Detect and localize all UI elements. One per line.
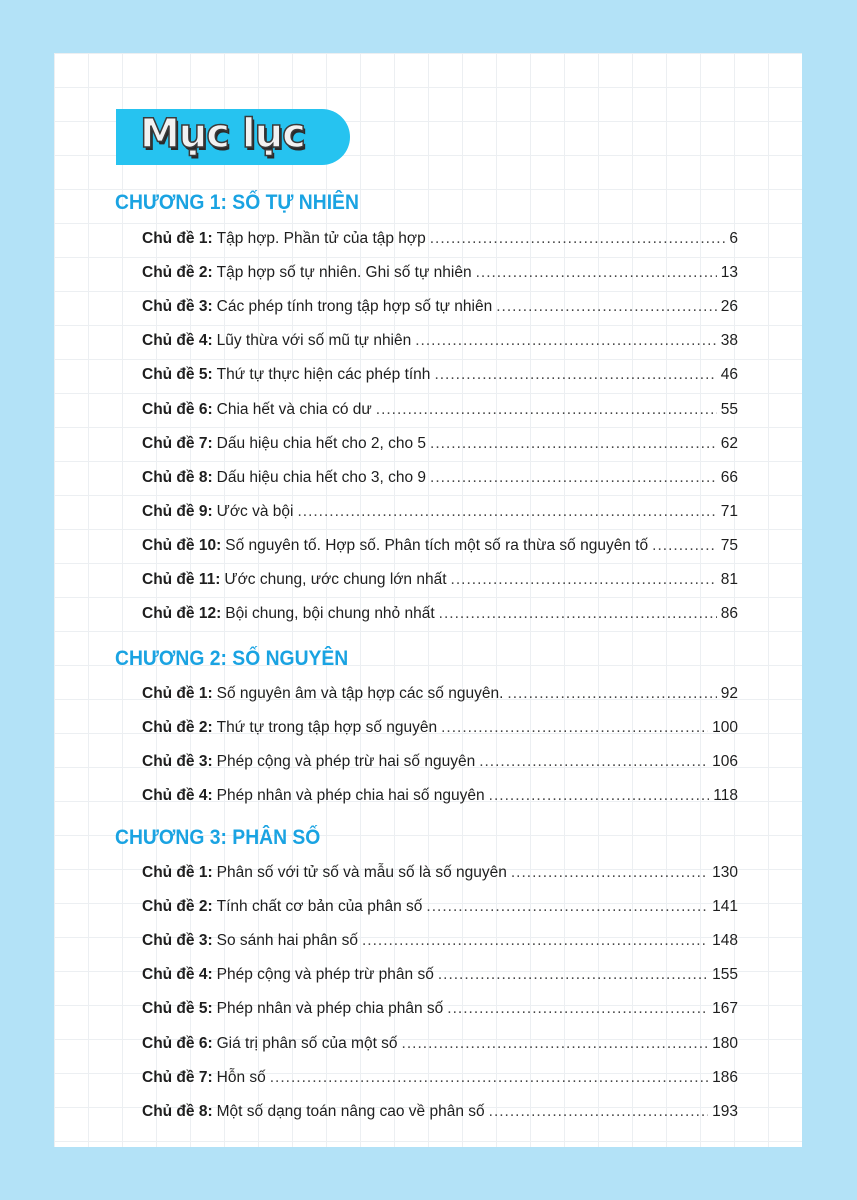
topic-title: So sánh hai phân số — [216, 932, 358, 950]
page-number: 148 — [712, 932, 738, 950]
topic-title: Chia hết và chia có dư — [216, 400, 372, 418]
dot-leader — [297, 503, 716, 521]
dot-leader — [496, 298, 717, 316]
topic-label: Chủ đề 6: — [142, 400, 213, 418]
topic-title: Phép cộng và phép trừ hai số nguyên — [216, 753, 476, 771]
topic-label: Chủ đề 2: — [142, 719, 213, 737]
toc-entry[interactable] — [142, 932, 738, 954]
topic-title: Phân số với tử số và mẫu số là số nguyên — [216, 864, 507, 881]
topic-label: Chủ đề 12: — [142, 605, 222, 623]
dot-leader — [430, 230, 726, 248]
topic-title: Hỗn số — [216, 1068, 266, 1086]
page-number: 71 — [720, 502, 738, 520]
topic-label: Chủ đề 3: — [142, 932, 213, 950]
dot-leader — [652, 537, 717, 555]
toc-entry[interactable] — [142, 1103, 738, 1125]
toc-entry[interactable] — [142, 401, 738, 423]
page-number: 106 — [712, 753, 738, 771]
dot-leader — [489, 787, 710, 805]
dot-leader — [507, 685, 716, 703]
dot-leader — [438, 966, 708, 984]
dot-leader — [402, 1035, 709, 1053]
dot-leader — [426, 898, 708, 916]
topic-title: Lũy thừa với số mũ tự nhiên — [216, 332, 412, 350]
toc-entry[interactable] — [142, 753, 738, 775]
page-title: Mục lục — [140, 111, 305, 157]
chapter-heading: CHƯƠNG 2: SỐ NGUYÊN — [115, 647, 349, 670]
page-number: 180 — [712, 1034, 738, 1052]
toc-entry[interactable] — [142, 605, 738, 627]
topic-title: Tập hợp số tự nhiên. Ghi số tự nhiên — [216, 264, 472, 282]
toc-entry[interactable] — [142, 864, 738, 886]
page-number: 100 — [712, 719, 738, 737]
page-number: 62 — [720, 434, 738, 452]
dot-leader — [447, 1000, 708, 1018]
dot-leader — [415, 332, 717, 350]
toc-entry[interactable] — [142, 298, 738, 320]
toc-entry[interactable] — [142, 719, 738, 741]
topic-title: Phép cộng và phép trừ phân số — [216, 966, 434, 984]
toc-entry[interactable] — [142, 503, 738, 525]
toc-entry[interactable] — [142, 1069, 738, 1091]
topic-label: Chủ đề 7: — [142, 1068, 213, 1086]
page-number: 118 — [713, 787, 738, 805]
toc-entry[interactable] — [142, 332, 738, 354]
page-number: 13 — [720, 264, 738, 282]
topic-title: Phép nhân và phép chia phân số — [216, 1000, 444, 1018]
topic-title: Ước chung, ước chung lớn nhất — [224, 571, 447, 588]
topic-label: Chủ đề 3: — [142, 753, 213, 771]
topic-label: Chủ đề 10: — [142, 536, 222, 554]
toc-entry[interactable] — [142, 1035, 738, 1057]
toc-entry[interactable] — [142, 1000, 738, 1022]
topic-title: Ước và bội — [216, 502, 294, 520]
page-number: 86 — [720, 605, 738, 623]
topic-title: Giá trị phân số của một số — [216, 1034, 398, 1052]
topic-title: Phép nhân và phép chia hai số nguyên — [216, 787, 485, 805]
topic-label: Chủ đề 7: — [142, 434, 213, 452]
topic-label: Chủ đề 5: — [142, 1000, 213, 1018]
topic-label: Chủ đề 2: — [142, 898, 213, 916]
dot-leader — [479, 753, 708, 771]
topic-title: Dấu hiệu chia hết cho 3, cho 9 — [216, 468, 427, 486]
dot-leader — [441, 719, 708, 737]
topic-title: Bội chung, bội chung nhỏ nhất — [225, 605, 435, 623]
dot-leader — [362, 932, 708, 950]
topic-label: Chủ đề 6: — [142, 1034, 213, 1052]
toc-entry[interactable] — [142, 898, 738, 920]
dot-leader — [430, 435, 717, 453]
page-number: 75 — [720, 536, 738, 554]
topic-label: Chủ đề 8: — [142, 1102, 213, 1120]
dot-leader — [451, 571, 717, 589]
dot-leader — [430, 469, 717, 487]
chapter-heading: CHƯƠNG 1: SỐ TỰ NHIÊN — [115, 191, 359, 214]
topic-label: Chủ đề 4: — [142, 787, 213, 805]
topic-title: Tập hợp. Phần tử của tập hợp — [216, 230, 426, 247]
dot-leader — [434, 366, 716, 384]
page-number: 193 — [712, 1102, 738, 1120]
topic-title: Dấu hiệu chia hết cho 2, cho 5 — [216, 434, 427, 452]
toc-entry[interactable] — [142, 264, 738, 286]
page-number: 92 — [720, 685, 738, 702]
topic-label: Chủ đề 9: — [142, 502, 213, 520]
topic-label: Chủ đề 8: — [142, 468, 213, 486]
topic-label: Chủ đề 11: — [142, 571, 221, 588]
topic-label: Chủ đề 3: — [142, 298, 213, 316]
page-number: 155 — [712, 966, 738, 984]
topic-label: Chủ đề 1: — [142, 230, 213, 247]
page-number: 141 — [712, 898, 738, 916]
topic-label: Chủ đề 2: — [142, 264, 213, 282]
chapter-heading: CHƯƠNG 3: PHÂN SỐ — [115, 826, 321, 849]
topic-title: Tính chất cơ bản của phân số — [216, 898, 423, 916]
page-number: 167 — [712, 1000, 738, 1018]
toc-entry[interactable] — [142, 230, 738, 252]
page-number: 6 — [729, 230, 738, 247]
dot-leader — [439, 605, 717, 623]
page-number: 38 — [720, 332, 738, 350]
dot-leader — [270, 1069, 708, 1087]
toc-entry[interactable] — [142, 366, 738, 388]
dot-leader — [511, 864, 708, 882]
page-number: 81 — [720, 571, 738, 588]
toc-entry[interactable] — [142, 787, 738, 809]
topic-title: Số nguyên tố. Hợp số. Phân tích một số ra thừa số nguyên tố — [225, 536, 649, 554]
toc-entry[interactable] — [142, 435, 738, 457]
toc-entry[interactable] — [142, 571, 738, 593]
topic-label: Chủ đề 1: — [142, 685, 213, 702]
topic-label: Chủ đề 4: — [142, 332, 213, 350]
topic-title: Thứ tự trong tập hợp số nguyên — [216, 719, 438, 737]
topic-label: Chủ đề 5: — [142, 366, 213, 384]
page-number: 46 — [720, 366, 738, 384]
page-number: 186 — [712, 1068, 738, 1086]
toc-entry[interactable] — [142, 469, 738, 491]
topic-title: Số nguyên âm và tập hợp các số nguyên. — [216, 685, 504, 702]
dot-leader — [376, 401, 717, 419]
toc-page — [54, 53, 802, 1147]
page-number: 55 — [720, 400, 738, 418]
topic-label: Chủ đề 4: — [142, 966, 213, 984]
topic-title: Các phép tính trong tập hợp số tự nhiên — [216, 298, 493, 316]
page-number: 26 — [720, 298, 738, 316]
dot-leader — [476, 264, 717, 282]
dot-leader — [489, 1103, 708, 1121]
topic-label: Chủ đề 1: — [142, 864, 213, 881]
toc-entry[interactable] — [142, 537, 738, 559]
topic-title: Một số dạng toán nâng cao về phân số — [216, 1102, 485, 1120]
page-number: 130 — [712, 864, 738, 881]
toc-entry[interactable] — [142, 966, 738, 988]
page-number: 66 — [720, 468, 738, 486]
topic-title: Thứ tự thực hiện các phép tính — [216, 366, 431, 384]
toc-entry[interactable] — [142, 685, 738, 707]
